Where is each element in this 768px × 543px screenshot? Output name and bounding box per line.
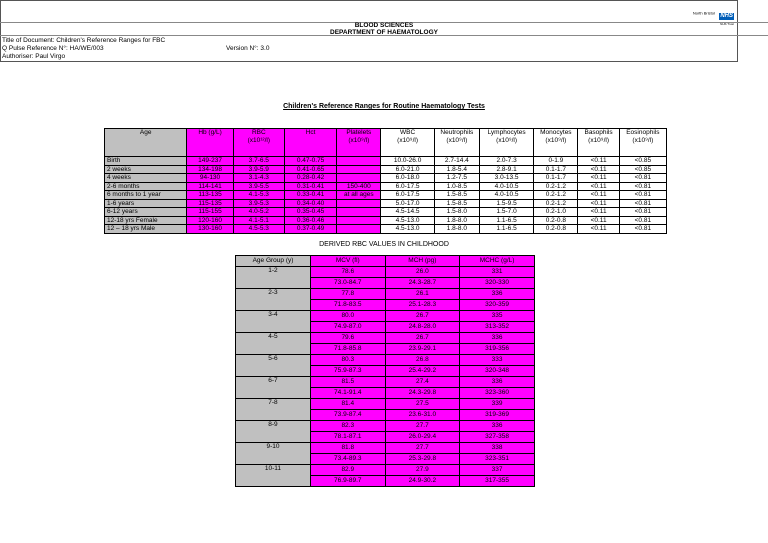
mchc-mean-cell: 338 <box>460 443 535 454</box>
mcv-mean-cell: 82.9 <box>310 465 385 476</box>
age-group-cell: 4-5 <box>236 333 311 355</box>
eosinophils-cell: <0.85 <box>619 157 666 166</box>
hct-cell: 0.35-0.45 <box>284 208 336 217</box>
age-group-cell: 8-9 <box>236 421 311 443</box>
lymphocytes-cell: 4.0-10.5 <box>479 191 533 200</box>
basophils-cell: <0.11 <box>578 182 619 191</box>
mch-range-cell: 25.4-29.2 <box>385 366 460 377</box>
table-row <box>236 311 535 322</box>
neutrophils-cell: 1.5-8.5 <box>434 191 479 200</box>
mcv-range-cell: 71.8-85.8 <box>310 344 385 355</box>
hb-cell: 115-135 <box>187 199 233 208</box>
monocytes-cell: 0.2-1.0 <box>534 208 578 217</box>
neutrophils-cell: 1.8-8.0 <box>434 216 479 225</box>
mcv-mean-cell: 80.0 <box>310 311 385 322</box>
hb-cell: 114-141 <box>187 182 233 191</box>
age-group-cell: 3-4 <box>236 311 311 333</box>
age-cell: 4 weeks <box>105 174 187 183</box>
neutrophils-cell: 1.2-7.5 <box>434 174 479 183</box>
hb-cell: 130-160 <box>187 225 233 234</box>
wbc-cell: 6.0-21.0 <box>381 165 434 174</box>
mcv-mean-cell: 81.8 <box>310 443 385 454</box>
lymphocytes-cell: 2.0-7.3 <box>479 157 533 166</box>
mch-mean-cell: 26.7 <box>385 333 460 344</box>
eosinophils-cell: <0.81 <box>619 191 666 200</box>
document-title: Title of Document: Children's Reference Ranges for FBC <box>2 37 166 44</box>
monocytes-cell: 0.2-1.2 <box>534 199 578 208</box>
table-row <box>105 157 667 166</box>
hct-cell: 0.28-0.42 <box>284 174 336 183</box>
rbc-cell: 3.9-5.3 <box>233 199 284 208</box>
platelets-cell <box>337 208 381 217</box>
neutrophils-cell: 1.8-5.4 <box>434 165 479 174</box>
rbc-cell: 3.9-5.5 <box>233 182 284 191</box>
table-row <box>236 333 535 344</box>
fbc-reference-table <box>104 128 667 234</box>
age-cell: 6-12 years <box>105 208 187 217</box>
age-cell: Birth <box>105 157 187 166</box>
mcv-mean-cell: 79.6 <box>310 333 385 344</box>
mchc-range-cell: 313-352 <box>460 322 535 333</box>
eosinophils-cell: <0.81 <box>619 182 666 191</box>
mch-range-cell: 24.3-28.7 <box>385 278 460 289</box>
col-header-mch: MCH (pg) <box>385 256 460 267</box>
lymphocytes-cell: 1.1-6.5 <box>479 216 533 225</box>
age-group-cell: 2-3 <box>236 289 311 311</box>
col-header-monocytes: Monocytes (x10⁹/l) <box>534 129 578 157</box>
hb-cell: 149-237 <box>187 157 233 166</box>
table-row <box>236 443 535 454</box>
mch-range-cell: 24.3-29.8 <box>385 388 460 399</box>
mch-range-cell: 23.6-31.0 <box>385 410 460 421</box>
mch-mean-cell: 26.1 <box>385 289 460 300</box>
hb-cell: 120-160 <box>187 216 233 225</box>
mchc-range-cell: 320-359 <box>460 300 535 311</box>
col-header-hct: Hct <box>284 129 336 157</box>
age-cell: 1-6 years <box>105 199 187 208</box>
derived-rbc-title: DERIVED RBC VALUES IN CHILDHOOD <box>319 241 449 248</box>
age-group-cell: 6-7 <box>236 377 311 399</box>
mchc-range-cell: 323-351 <box>460 454 535 465</box>
col-header-age-group: Age Group (y) <box>236 256 311 267</box>
table-row <box>236 465 535 476</box>
lymphocytes-cell: 1.5-9.5 <box>479 199 533 208</box>
age-cell: 12-18 yrs Female <box>105 216 187 225</box>
mch-range-cell: 26.0-29.4 <box>385 432 460 443</box>
col-header-mcv: MCV (fl) <box>310 256 385 267</box>
neutrophils-cell: 2.7-14.4 <box>434 157 479 166</box>
neutrophils-cell: 1.5-8.5 <box>434 199 479 208</box>
monocytes-cell: 0.2-0.8 <box>534 225 578 234</box>
mchc-mean-cell: 337 <box>460 465 535 476</box>
mch-mean-cell: 27.7 <box>385 443 460 454</box>
mchc-mean-cell: 339 <box>460 399 535 410</box>
table-header-row <box>105 129 667 157</box>
mcv-mean-cell: 78.6 <box>310 267 385 278</box>
platelets-cell <box>337 216 381 225</box>
table-row <box>236 267 535 278</box>
lymphocytes-cell: 1.5-7.0 <box>479 208 533 217</box>
table-row <box>236 421 535 432</box>
platelets-cell <box>337 157 381 166</box>
eosinophils-cell: <0.85 <box>619 165 666 174</box>
mchc-mean-cell: 336 <box>460 377 535 388</box>
mch-mean-cell: 27.7 <box>385 421 460 432</box>
wbc-cell: 6.0-18.0 <box>381 174 434 183</box>
wbc-cell: 4.5-13.0 <box>381 216 434 225</box>
main-title: Children's Reference Ranges for Routine Haematology Tests <box>283 103 485 110</box>
mch-mean-cell: 26.7 <box>385 311 460 322</box>
document-header <box>0 0 738 62</box>
age-group-cell: 10-11 <box>236 465 311 487</box>
hct-cell: 0.47-0.75 <box>284 157 336 166</box>
mcv-mean-cell: 80.3 <box>310 355 385 366</box>
mch-range-cell: 25.1-28.3 <box>385 300 460 311</box>
mcv-range-cell: 75.9-87.3 <box>310 366 385 377</box>
lymphocytes-cell: 4.0-10.5 <box>479 182 533 191</box>
wbc-cell: 4.5-14.5 <box>381 208 434 217</box>
basophils-cell: <0.11 <box>578 199 619 208</box>
hb-cell: 113-135 <box>187 191 233 200</box>
hb-cell: 134-198 <box>187 165 233 174</box>
mcv-range-cell: 73.4-89.3 <box>310 454 385 465</box>
basophils-cell: <0.11 <box>578 225 619 234</box>
neutrophils-cell: 1.0-8.5 <box>434 182 479 191</box>
col-header-mchc: MCHC (g/L) <box>460 256 535 267</box>
table-row <box>236 377 535 388</box>
hct-cell: 0.41-0.65 <box>284 165 336 174</box>
col-header-age: Age <box>105 129 187 157</box>
mch-mean-cell: 27.9 <box>385 465 460 476</box>
rbc-cell: 3.9-5.9 <box>233 165 284 174</box>
age-group-cell: 9-10 <box>236 443 311 465</box>
col-header-hb: Hb (g/L) <box>187 129 233 157</box>
mchc-mean-cell: 335 <box>460 311 535 322</box>
rbc-cell: 4.1-5.1 <box>233 216 284 225</box>
mch-mean-cell: 27.5 <box>385 399 460 410</box>
col-header-neutrophils: Neutrophils (x10⁹/l) <box>434 129 479 157</box>
age-cell: 2 weeks <box>105 165 187 174</box>
hct-cell: 0.37-0.49 <box>284 225 336 234</box>
nhs-logo-box: NHS <box>720 13 733 19</box>
dept-line2: DEPARTMENT OF HAEMATOLOGY <box>330 29 438 36</box>
version-number: Version N°: 3.0 <box>226 45 270 52</box>
nhs-trust-logo <box>688 4 734 26</box>
age-group-cell: 1-2 <box>236 267 311 289</box>
col-header-lymphocytes: Lymphocytes (x10⁹/l) <box>479 129 533 157</box>
mcv-mean-cell: 77.8 <box>310 289 385 300</box>
mchc-range-cell: 319-369 <box>460 410 535 421</box>
monocytes-cell: 0.2-1.2 <box>534 182 578 191</box>
mchc-range-cell: 323-360 <box>460 388 535 399</box>
rbc-cell: 3.1-4.3 <box>233 174 284 183</box>
basophils-cell: <0.11 <box>578 191 619 200</box>
table-row <box>236 399 535 410</box>
lymphocytes-cell: 3.0-13.5 <box>479 174 533 183</box>
lymphocytes-cell: 2.8-9.1 <box>479 165 533 174</box>
mchc-range-cell: 317-355 <box>460 476 535 487</box>
nhs-trust-label: NHS Trust <box>720 22 734 26</box>
table-row <box>105 191 667 200</box>
basophils-cell: <0.11 <box>578 165 619 174</box>
authoriser: Authoriser: Paul Virgo <box>2 53 66 60</box>
mcv-range-cell: 73.9-87.4 <box>310 410 385 421</box>
q-pulse-reference: Q Pulse Reference N°: HA/WE/003 <box>2 45 104 52</box>
mcv-mean-cell: 81.5 <box>310 377 385 388</box>
mcv-mean-cell: 82.3 <box>310 421 385 432</box>
table-row <box>105 216 667 225</box>
mchc-range-cell: 327-358 <box>460 432 535 443</box>
hct-cell: 0.33-0.41 <box>284 191 336 200</box>
mch-range-cell: 23.9-29.1 <box>385 344 460 355</box>
mch-range-cell: 25.3-29.8 <box>385 454 460 465</box>
table-row <box>105 165 667 174</box>
monocytes-cell: 0.1-1.7 <box>534 174 578 183</box>
eosinophils-cell: <0.81 <box>619 208 666 217</box>
table-row <box>105 174 667 183</box>
rbc-cell: 4.0-5.2 <box>233 208 284 217</box>
mch-range-cell: 24.8-28.0 <box>385 322 460 333</box>
derived-rbc-table <box>235 255 535 487</box>
eosinophils-cell: <0.81 <box>619 216 666 225</box>
mcv-range-cell: 73.0-84.7 <box>310 278 385 289</box>
col-header-rbc: RBC (x10¹²/l) <box>233 129 284 157</box>
col-header-platelets: Platelets (x10⁹/l) <box>337 129 381 157</box>
age-cell: 6 months to 1 year <box>105 191 187 200</box>
table-header-row <box>236 256 535 267</box>
table-row <box>105 199 667 208</box>
mchc-mean-cell: 336 <box>460 333 535 344</box>
monocytes-cell: 0.2-1.2 <box>534 191 578 200</box>
wbc-cell: 6.0-17.5 <box>381 182 434 191</box>
mchc-range-cell: 319-356 <box>460 344 535 355</box>
col-header-wbc: WBC (x10⁹/l) <box>381 129 434 157</box>
col-header-basophils: Basophils (x10⁹/l) <box>578 129 619 157</box>
mchc-mean-cell: 333 <box>460 355 535 366</box>
col-header-eosinophils: Eosinophils (x10⁹/l) <box>619 129 666 157</box>
basophils-cell: <0.11 <box>578 157 619 166</box>
hct-cell: 0.31-0.41 <box>284 182 336 191</box>
platelets-cell <box>337 174 381 183</box>
neutrophils-cell: 1.5-8.0 <box>434 208 479 217</box>
mch-mean-cell: 27.4 <box>385 377 460 388</box>
mchc-mean-cell: 331 <box>460 267 535 278</box>
org-name: North Bristol <box>692 10 715 16</box>
table-row <box>105 182 667 191</box>
age-cell: 2-6 months <box>105 182 187 191</box>
platelets-cell <box>337 225 381 234</box>
mchc-mean-cell: 336 <box>460 421 535 432</box>
table-row <box>105 208 667 217</box>
mcv-range-cell: 74.9-87.0 <box>310 322 385 333</box>
mcv-range-cell: 71.8-83.5 <box>310 300 385 311</box>
age-cell: 12 – 18 yrs Male <box>105 225 187 234</box>
platelets-cell: 150-400 <box>337 182 381 191</box>
hct-cell: 0.34-0.40 <box>284 199 336 208</box>
monocytes-cell: 0-1.9 <box>534 157 578 166</box>
basophils-cell: <0.11 <box>578 174 619 183</box>
age-group-cell: 5-6 <box>236 355 311 377</box>
platelets-cell <box>337 199 381 208</box>
mchc-range-cell: 320-330 <box>460 278 535 289</box>
mch-mean-cell: 26.8 <box>385 355 460 366</box>
table-row <box>236 355 535 366</box>
mcv-mean-cell: 81.4 <box>310 399 385 410</box>
table-row <box>236 289 535 300</box>
lymphocytes-cell: 1.1-6.5 <box>479 225 533 234</box>
basophils-cell: <0.11 <box>578 208 619 217</box>
dept-line1: BLOOD SCIENCES <box>354 22 414 29</box>
eosinophils-cell: <0.81 <box>619 199 666 208</box>
mchc-range-cell: 320-348 <box>460 366 535 377</box>
hb-cell: 115-155 <box>187 208 233 217</box>
monocytes-cell: 0.1-1.7 <box>534 165 578 174</box>
eosinophils-cell: <0.81 <box>619 174 666 183</box>
wbc-cell: 4.5-13.0 <box>381 225 434 234</box>
platelets-cell: at all ages <box>337 191 381 200</box>
neutrophils-cell: 1.8-8.0 <box>434 225 479 234</box>
hb-cell: 94-130 <box>187 174 233 183</box>
rbc-cell: 4.5-5.3 <box>233 225 284 234</box>
mcv-range-cell: 74.1-91.4 <box>310 388 385 399</box>
mcv-range-cell: 78.1-87.1 <box>310 432 385 443</box>
age-group-cell: 7-8 <box>236 399 311 421</box>
mchc-mean-cell: 336 <box>460 289 535 300</box>
rbc-cell: 3.7-6.5 <box>233 157 284 166</box>
platelets-cell <box>337 165 381 174</box>
wbc-cell: 10.0-26.0 <box>381 157 434 166</box>
monocytes-cell: 0.2-0.8 <box>534 216 578 225</box>
mcv-range-cell: 76.9-89.7 <box>310 476 385 487</box>
eosinophils-cell: <0.81 <box>619 225 666 234</box>
mch-range-cell: 24.9-30.2 <box>385 476 460 487</box>
table-row <box>105 225 667 234</box>
wbc-cell: 5.0-17.0 <box>381 199 434 208</box>
wbc-cell: 6.0-17.5 <box>381 191 434 200</box>
basophils-cell: <0.11 <box>578 216 619 225</box>
hct-cell: 0.36-0.46 <box>284 216 336 225</box>
rbc-cell: 4.1-5.3 <box>233 191 284 200</box>
mch-mean-cell: 26.0 <box>385 267 460 278</box>
